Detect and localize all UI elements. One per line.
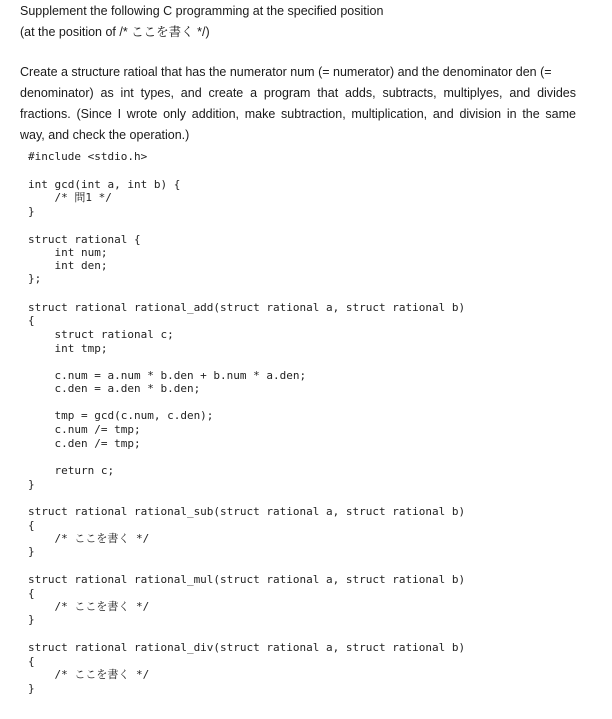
code-line-add-reduce-num: c.num /= tmp; bbox=[28, 423, 141, 436]
code-line-field-den: int den; bbox=[28, 259, 108, 272]
description-line: way, and check the operation.) bbox=[20, 128, 190, 142]
code-line-mul-placeholder: /* ここを書く */ bbox=[28, 600, 150, 613]
code-line-open-brace: { bbox=[28, 587, 35, 600]
problem-description bbox=[20, 62, 576, 146]
code-line-div-placeholder: /* ここを書く */ bbox=[28, 668, 150, 681]
description-line: fractions. (Since I wrote only addition, make subtraction, multiplication, and division in the same bbox=[20, 107, 576, 121]
instruction-line: Supplement the following C programming at the specified position bbox=[20, 4, 384, 18]
code-line-open-brace: { bbox=[28, 655, 35, 668]
code-line-open-brace: { bbox=[28, 314, 35, 327]
code-line-include: #include <stdio.h> bbox=[28, 150, 148, 163]
code-line-div-signature: struct rational rational_div(struct rational a, struct rational b) bbox=[28, 641, 466, 654]
code-line-close-brace: } bbox=[28, 613, 35, 626]
code-line-mul-signature: struct rational rational_mul(struct rational a, struct rational b) bbox=[28, 573, 466, 586]
code-line-add-var-c: struct rational c; bbox=[28, 328, 174, 341]
code-line-close-brace: } bbox=[28, 682, 35, 695]
code-line-gcd-signature: int gcd(int a, int b) { bbox=[28, 178, 181, 191]
code-line-struct-end: }; bbox=[28, 272, 42, 285]
code-line-add-num: c.num = a.num * b.den + b.num * a.den; bbox=[28, 369, 307, 382]
code-line-add-den: c.den = a.den * b.den; bbox=[28, 382, 201, 395]
code-line-close-brace: } bbox=[28, 478, 35, 491]
instruction-header bbox=[20, 1, 600, 43]
code-line-open-brace: { bbox=[28, 519, 35, 532]
code-line-add-reduce-den: c.den /= tmp; bbox=[28, 437, 141, 450]
instruction-position-note: (at the position of /* ここを書く */) bbox=[20, 25, 210, 39]
code-line-sub-placeholder: /* ここを書く */ bbox=[28, 532, 150, 545]
code-line-close-brace: } bbox=[28, 205, 35, 218]
code-line-field-num: int num; bbox=[28, 246, 108, 259]
code-line-add-var-tmp: int tmp; bbox=[28, 342, 108, 355]
description-line: denominator) as int types, and create a program that adds, subtracts, multiplyes, and divides bbox=[20, 86, 576, 100]
code-line-add-gcd: tmp = gcd(c.num, c.den); bbox=[28, 409, 214, 422]
code-line-close-brace: } bbox=[28, 545, 35, 558]
code-line-add-return: return c; bbox=[28, 464, 115, 477]
code-line-struct-decl: struct rational { bbox=[28, 233, 141, 246]
description-line: Create a structure ratioal that has the numerator num (= numerator) and the denominator den (= bbox=[20, 65, 552, 79]
code-line-add-signature: struct rational rational_add(struct rational a, struct rational b) bbox=[28, 301, 466, 314]
code-line-sub-signature: struct rational rational_sub(struct rational a, struct rational b) bbox=[28, 505, 466, 518]
code-line-gcd-placeholder: /* 問1 */ bbox=[28, 191, 112, 204]
